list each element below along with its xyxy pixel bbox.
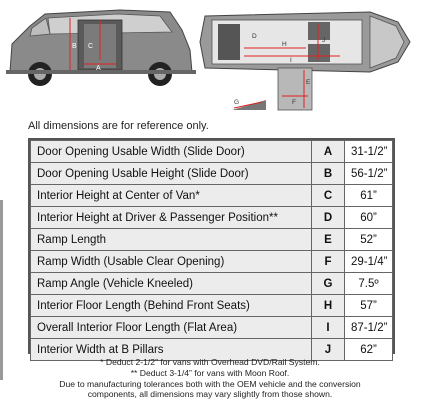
- label-g: G: [234, 99, 240, 106]
- dimension-description: Interior Width at B Pillars: [31, 339, 312, 361]
- table-row: [31, 229, 393, 251]
- label-h: H: [282, 41, 287, 48]
- dimension-description: Door Opening Usable Height (Slide Door): [31, 163, 312, 185]
- label-f: F: [292, 99, 296, 106]
- dimension-value: 62”: [345, 339, 393, 361]
- dimension-description: Ramp Length: [31, 229, 312, 251]
- dimension-value: 61”: [345, 185, 393, 207]
- dimension-letter: C: [312, 185, 345, 207]
- table-row: [31, 251, 393, 273]
- dimension-letter: I: [312, 317, 345, 339]
- table-row: [31, 273, 393, 295]
- dimension-letter: B: [312, 163, 345, 185]
- label-d: D: [252, 33, 257, 40]
- dimension-description: Interior Floor Length (Behind Front Seats): [31, 295, 312, 317]
- dimension-description: Interior Height at Driver & Passenger Position**: [31, 207, 312, 229]
- dimension-letter: F: [312, 251, 345, 273]
- label-c: C: [88, 43, 94, 50]
- footnote-moonroof: ** Deduct 3-1/4” for vans with Moon Roof.: [130, 367, 290, 378]
- label-a: A: [96, 65, 101, 72]
- dimensions-table-body: [31, 141, 393, 361]
- dimension-value: 29-1/4”: [345, 251, 393, 273]
- dimension-value: 56-1/2”: [345, 163, 393, 185]
- footnote-dvd: * Deduct 2-1/2” for vans with Overhead DVD/Rail System.: [100, 357, 320, 367]
- dimension-description: Interior Height at Center of Van*: [31, 185, 312, 207]
- label-j: J: [322, 37, 326, 44]
- dimension-value: 7.5º: [345, 273, 393, 295]
- dimension-value: 87-1/2”: [345, 317, 393, 339]
- side-accent-bar: [0, 200, 3, 380]
- van-top-view: [200, 12, 410, 110]
- table-row: [31, 185, 393, 207]
- table-row: [31, 295, 393, 317]
- van-side-view: [6, 10, 196, 86]
- table-row: [31, 207, 393, 229]
- label-i: I: [290, 57, 292, 64]
- footnote-tolerance-cont: components, all dimensions may vary slightly from those shown.: [87, 389, 333, 400]
- dimension-value: 60”: [345, 207, 393, 229]
- footnote-tolerance: Due to manufacturing tolerances both with the OEM vehicle and the conversion: [59, 378, 361, 389]
- dimension-letter: E: [312, 229, 345, 251]
- dimension-value: 57”: [345, 295, 393, 317]
- dimension-letter: D: [312, 207, 345, 229]
- van-illustration: [0, 0, 421, 118]
- table-row: [31, 141, 393, 163]
- dimension-value: 31-1/2”: [345, 141, 393, 163]
- dimension-description: Overall Interior Floor Length (Flat Area): [31, 317, 312, 339]
- table-row: [31, 317, 393, 339]
- dimension-letter: J: [312, 339, 345, 361]
- dimension-description: Ramp Angle (Vehicle Kneeled): [31, 273, 312, 295]
- table-row: [31, 163, 393, 185]
- dimension-description: Ramp Width (Usable Clear Opening): [31, 251, 312, 273]
- reference-note: All dimensions are for reference only.: [28, 120, 209, 132]
- footnotes: [20, 357, 400, 400]
- dimension-value: 52”: [345, 229, 393, 251]
- dimension-letter: H: [312, 295, 345, 317]
- dimension-letter: G: [312, 273, 345, 295]
- dimensions-table: [28, 138, 395, 354]
- dimension-letter: A: [312, 141, 345, 163]
- label-e: E: [306, 79, 311, 86]
- label-b: B: [72, 43, 77, 50]
- dimension-description: Door Opening Usable Width (Slide Door): [31, 141, 312, 163]
